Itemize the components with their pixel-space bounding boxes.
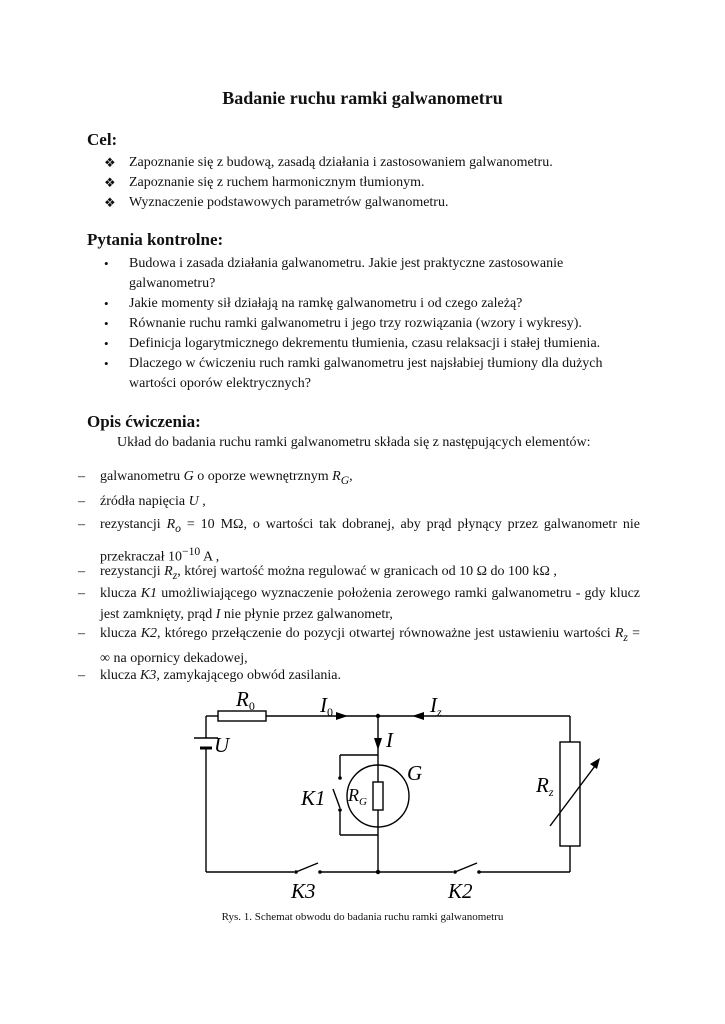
element-resistance-ro: – rezystancji $R_o = 10$ MΩ, o wartości tak dobranej, aby prąd płynący przez galwanometr nie przekraczał $10^{-10}$ A ,	[78, 517, 641, 565]
label-r0: R0	[236, 687, 255, 713]
bullet-icon: •	[104, 256, 109, 271]
variable-resistor-arrow	[550, 762, 598, 826]
label-rz: Rz	[536, 773, 554, 799]
question-item: • Budowa i zasada działania galwanometru. Jakie jest praktyczne zastosowanie galwanometru?	[104, 256, 564, 291]
switch-k2-blade	[455, 863, 477, 872]
diamond-bullet-icon: ❖	[104, 155, 116, 170]
description-heading: Opis ćwiczenia:	[87, 412, 201, 431]
goal-item: ❖ Zapoznanie się z ruchem harmonicznym tłumionym.	[129, 173, 644, 193]
label-iz: Iz	[430, 693, 442, 719]
galvanometer-circle	[347, 765, 409, 827]
bullet-icon: •	[104, 336, 109, 351]
question-item: • Jakie momenty sił działają na ramkę galwanometru i od czego zależą?	[129, 294, 644, 314]
description-intro: Układ do badania ruchu ramki galwanometru składa się z następujących elementów:	[117, 435, 591, 450]
label-i: I	[386, 728, 393, 752]
element-key-k3: – klucza K3, zamykającego obwód zasilania.	[78, 668, 342, 683]
current-i0-arrow-icon	[336, 712, 348, 720]
goals-heading: Cel:	[87, 130, 118, 149]
rz-arrow-head-icon	[590, 758, 600, 769]
element-galvanometer: – galwanometru G o oporze wewnętrznym $R_G$,	[78, 469, 353, 487]
label-g: G	[407, 761, 423, 785]
current-i-arrow-icon	[374, 738, 382, 750]
questions-heading: Pytania kontrolne:	[87, 230, 224, 249]
element-voltage-source: – źródła napięcia U ,	[78, 494, 206, 509]
bullet-icon: •	[104, 316, 109, 331]
diamond-bullet-icon: ❖	[104, 195, 116, 210]
resistor-r0	[218, 711, 266, 721]
element-key-k1: – klucza K1 umożliwiającego wyznaczenie położenia zerowego ramki galwanometru - gdy klucz jest zamknięty, prąd I nie płynie przez galwanometr,	[78, 586, 641, 622]
figure-caption: Rys. 1. Schemat obwodu do badania ruchu ramki galwanometru	[221, 911, 504, 923]
goal-item: ❖ Wyznaczenie podstawowych parametrów galwanometru.	[129, 193, 644, 213]
resistor-rz	[560, 742, 580, 846]
page-title: Badanie ruchu ramki galwanometru	[222, 88, 503, 108]
bullet-icon: •	[104, 296, 109, 311]
element-key-k2: – klucza K2, którego przełączenie do pozycji otwartej równoważne jest ustawieniu wartości $R_z$ = ∞ na opornicy dekadowej,	[78, 626, 641, 666]
bullet-icon: •	[104, 356, 109, 371]
question-item: • Równanie ruchu ramki galwanometru i jego trzy rozwiązania (wzory i wykresy).	[129, 314, 644, 334]
switch-k3-blade	[296, 863, 318, 872]
goal-item: ❖ Zapoznanie się z budową, zasadą działania i zastosowaniem galwanometru.	[129, 153, 644, 173]
switch-k1-blade	[333, 789, 340, 808]
diamond-bullet-icon: ❖	[104, 175, 116, 190]
label-rg: $R_G$	[348, 785, 367, 808]
label-k3: K3	[291, 879, 316, 903]
label-k1: K1	[301, 786, 326, 810]
label-i0: I0	[320, 693, 333, 719]
question-item: • Dlaczego w ćwiczeniu ruch ramki galwanometru jest najsłabiej tłumiony dla dużych wartości oporów elektrycznych?	[104, 356, 603, 391]
label-k2: K2	[448, 879, 473, 903]
current-iz-arrow-icon	[412, 712, 424, 720]
label-u: U	[214, 733, 230, 757]
resistor-rg	[373, 782, 383, 810]
question-item: • Definicja logarytmicznego dekrementu tłumienia, czasu relaksacji i stałej tłumienia.	[129, 334, 644, 354]
element-resistance-rz: – rezystancji $R_z$, której wartość można regulować w granicach od 10 Ω do 100 kΩ ,	[78, 564, 557, 582]
